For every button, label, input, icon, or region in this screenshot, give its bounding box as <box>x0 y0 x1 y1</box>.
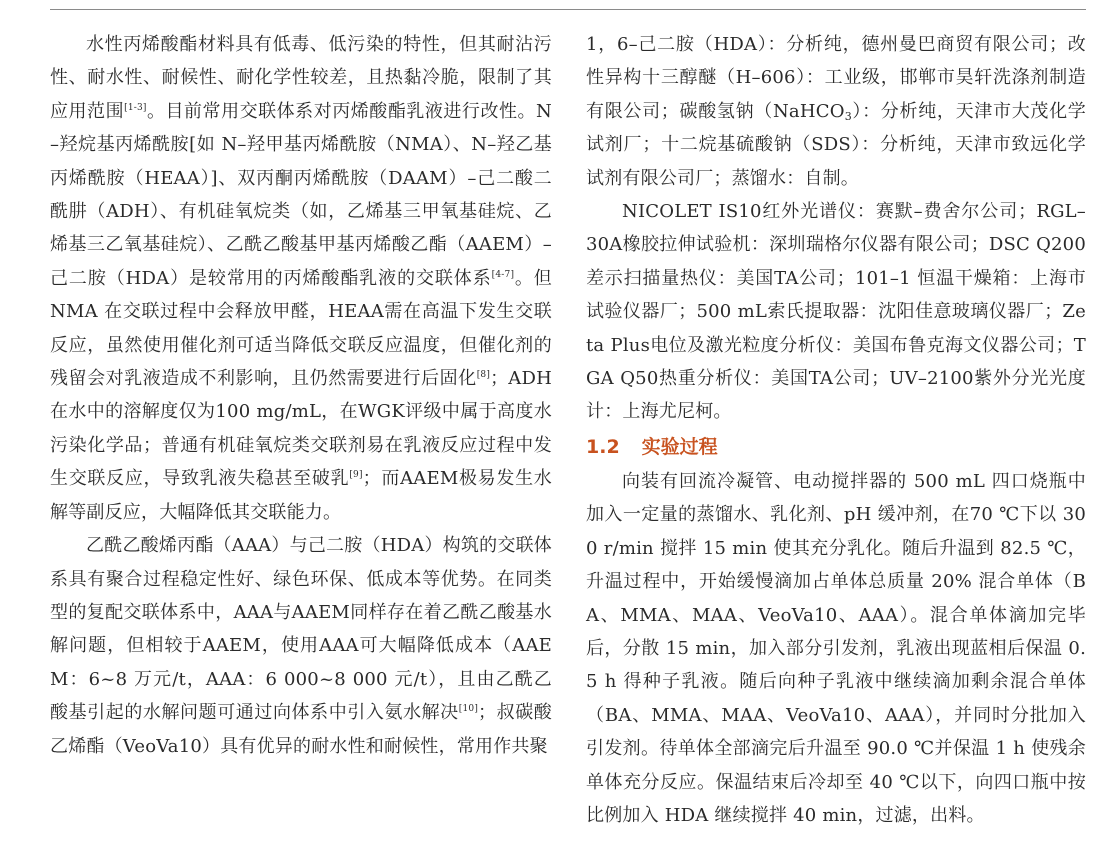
intro-text-4: ；ADH在水中的溶解度仅为100 mg/mL，在WGK评级中属于高度水污染化学品；普通有机硅氧烷类交联剂易在乳液反应过程中发生交联反应，导致乳液失稳甚至破乳 <box>50 368 552 490</box>
section-heading <box>586 429 1086 465</box>
materials-paragraph <box>586 28 1086 195</box>
citation-8: [8] <box>476 370 491 381</box>
header-rule <box>50 9 1086 10</box>
section-title: 实验过程 <box>641 435 718 458</box>
citation-10: [10] <box>458 704 479 715</box>
intro-text-5: ；而AAEM极易发生水解等副反应，大幅降低其交联能力。 <box>50 468 552 523</box>
aaa-text-1: 乙酰乙酸烯丙酯（AAA）与己二胺（HDA）构筑的交联体系具有聚合过程稳定性好、绿色环保、低成本等优势。在同类型的复配交联体系中，AAA与AAEM同样存在着乙酰乙酸基水解问题，但相较于AAEM，使用AAA可大幅降低成本（AAEM：6~8 万元/t，AAA：6 000~8 000 元/t），且由乙酰乙酸基引起的水解问题可通过向体系中引入氨水解决 <box>50 535 552 724</box>
intro-text-2: 。目前常用交联体系对丙烯酸酯乳液进行改性。N–羟烷基丙烯酰胺[如 N–羟甲基丙烯酰胺（NMA）、N–羟乙基丙烯酰胺（HEAA）]、双丙酮丙烯酰胺（DAAM）–己二酸二酰肼（ADH）、有机硅氧烷类（如，乙烯基三甲氧基硅烷、乙烯基三乙氧基硅烷）、乙酰乙酸基甲基丙烯酸乙酯（AAEM）–己二胺（HDA）是较常用的丙烯酸酯乳液的交联体系 <box>50 100 552 289</box>
left-column <box>50 28 552 763</box>
materials-text-2: ）：分析纯，天津市大茂化学试剂厂；十二烷基硫酸钠（SDS）：分析纯，天津市致远化学试剂有限公司厂；蒸馏水：自制。 <box>586 100 1086 189</box>
aaa-paragraph <box>50 529 552 763</box>
instruments-paragraph: NICOLET IS10红外光谱仪：赛默–费舍尔公司；RGL–30A橡胶拉伸试验机：深圳瑞格尔仪器有限公司；DSC Q200差示扫描量热仪：美国TA公司；101–1 恒温干燥箱：上海市试验仪器厂；500 mL索氏提取器：沈阳佳意玻璃仪器厂；Zeta Plus电位及激光粒度分析仪：美国布鲁克海文仪器公司；TGA Q50热重分析仪：美国TA公司；UV–2100紫外分光光度计：上海尤尼柯。 <box>586 201 1086 423</box>
subscript-3: 3 <box>844 109 852 123</box>
section-number: 1.2 <box>586 435 620 458</box>
citation-9: [9] <box>349 470 363 481</box>
right-column <box>586 28 1086 832</box>
materials-text-1: 1，6–己二胺（HDA）：分析纯，德州曼巴商贸有限公司；改性异构十三醇醚（H–606）：工业级，邯郸市昊轩洗涤剂制造有限公司；碳酸氢钠（NaHCO <box>586 34 1086 122</box>
citation-4-7: [4-7] <box>491 269 515 280</box>
aaa-text-2: ；叔碳酸乙烯酯（VeoVa10）具有优异的耐水性和耐候性，常用作共聚 <box>50 702 552 757</box>
intro-text-3: 。但 NMA 在交联过程中会释放甲醛，HEAA需在高温下发生交联反应，虽然使用催化剂可适当降低交联反应温度，但催化剂的残留会对乳液造成不利影响，且仍然需要进行后固化 <box>50 267 552 390</box>
process-paragraph: 向装有回流冷凝管、电动搅拌器的 500 mL 四口烧瓶中加入一定量的蒸馏水、乳化剂、pH 缓冲剂，在70 ℃下以 300 r/min 搅拌 15 min 使其充分乳化。随后升温到 82.5 ℃，升温过程中，开始缓慢滴加占单体总质量 20% 混合单体（BA、MMA、MAA、VeoVa10、AAA）。混合单体滴加完毕后，分散 15 min，加入部分引发剂，乳液出现蓝相后保温 0.5 h 得种子乳液。随后向种子乳液中继续滴加剩余混合单体（BA、MMA、MAA、VeoVa10、AAA），并同时分批加入引发剂。待单体全部滴完后升温至 90.0 ℃并保温 1 h 使残余单体充分反应。保温结束后冷却至 40 ℃以下，向四口瓶中按比例加入 HDA 继续搅拌 40 min，过滤，出料。 <box>586 470 1086 826</box>
citation-1-3: [1-3] <box>124 102 147 113</box>
intro-paragraph <box>50 28 552 529</box>
intro-text-1: 水性丙烯酸酯材料具有低毒、低污染的特性，但其耐沾污性、耐水性、耐候性、耐化学性较差，且热黏冷脆，限制了其应用范围 <box>50 34 552 122</box>
